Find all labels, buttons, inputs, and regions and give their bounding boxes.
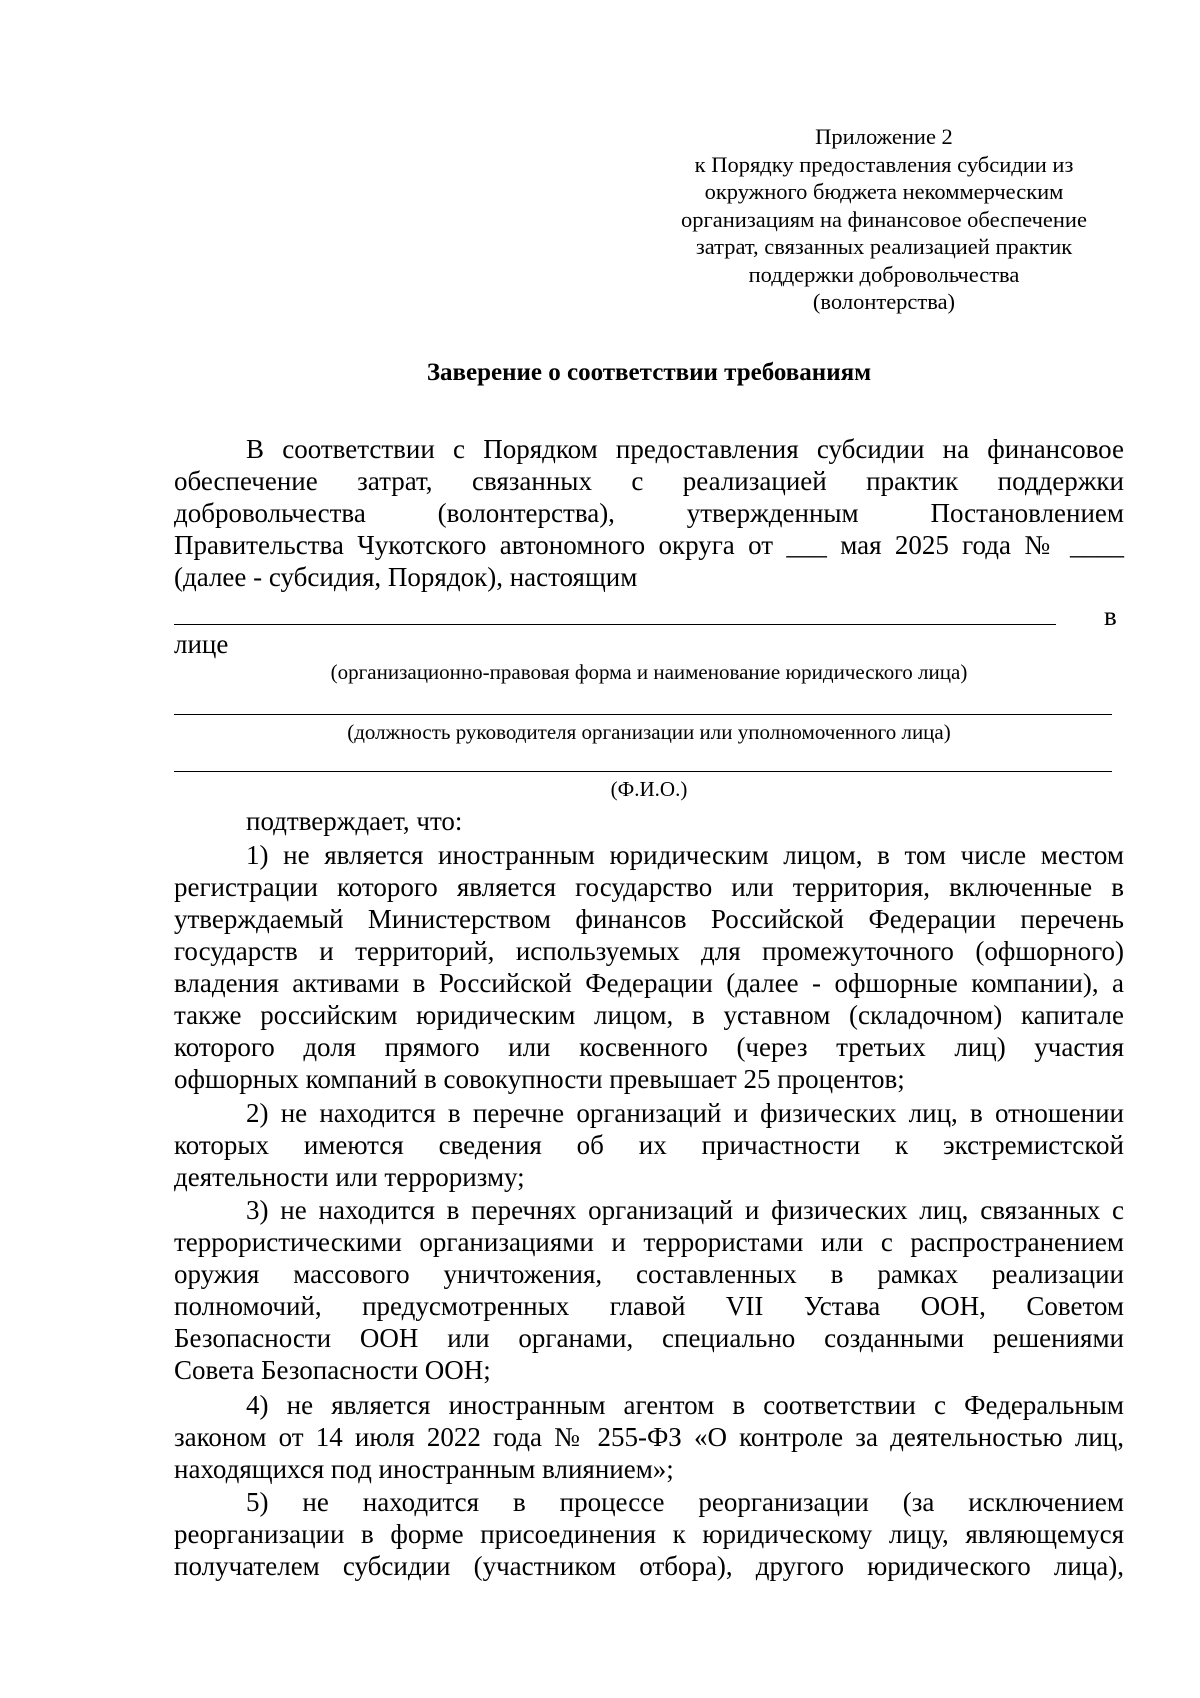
item-1-line: утверждаемый Министерством финансов Российской Федерации перечень [174, 904, 1124, 934]
appendix-line: организациям на финансовое обеспечение [681, 206, 1087, 232]
item-1-line: которого доля прямого или косвенного (через третьих лиц) участия [174, 1032, 1124, 1062]
fio-blank-line [174, 771, 1112, 772]
v-word: в [1104, 601, 1117, 631]
item-2-line: 2) не находится в перечне организаций и физических лиц, в отношении [246, 1098, 1124, 1128]
fio-caption: (Ф.И.О.) [610, 777, 688, 801]
appendix-block [660, 123, 1108, 316]
item-3-line: Безопасности ООН или органами, специально созданными решениями [174, 1323, 1124, 1353]
intro-line: Правительства Чукотского автономного округа от ___ мая 2025 года № ____ [174, 530, 1124, 560]
appendix-line: затрат, связанных реализацией практик [695, 234, 1073, 259]
position-blank-line [174, 714, 1112, 715]
item-1-line: регистрации которого является государство или территория, включенные в [174, 872, 1124, 902]
lico-word: лице [174, 629, 229, 659]
appendix-line: (волонтерства) [812, 289, 956, 314]
appendix-line: окружного бюджета некоммерческим [704, 179, 1064, 204]
item-3-line: 3) не находится в перечнях организаций и физических лиц, связанных с [246, 1195, 1124, 1225]
intro-line: добровольчества (волонтерства), утвержденным Постановлением [174, 498, 1124, 528]
org-name-blank-line [174, 624, 1056, 625]
intro-line: (далее - субсидия, Порядок), настоящим [174, 562, 638, 592]
item-3-line: террористическими организациями и террористами или с распространением [174, 1227, 1124, 1257]
item-3-line: Совета Безопасности ООН; [174, 1355, 491, 1385]
org-caption: (организационно-правовая форма и наименование юридического лица) [330, 660, 968, 684]
item-1-line: также российским юридическим лицом, в уставном (складочном) капитале [174, 1000, 1124, 1030]
item-4-line: находящихся под иностранным влиянием»; [174, 1454, 674, 1484]
item-4-line: 4) не является иностранным агентом в соответствии с Федеральным [246, 1390, 1124, 1420]
appendix-line: поддержки добровольчества [748, 261, 1020, 287]
appendix-line: Приложение 2 [815, 124, 953, 149]
item-5-line: реорганизации в форме присоединения к юридическому лицу, являющемуся [174, 1519, 1124, 1549]
item-3-line: полномочий, предусмотренных главой VII Устава ООН, Советом [174, 1291, 1124, 1321]
item-5-line: 5) не находится в процессе реорганизации (за исключением [246, 1487, 1124, 1517]
appendix-line: к Порядку предоставления субсидии из [694, 151, 1074, 177]
item-1-line: владения активами в Российской Федерации (далее - офшорные компании), а [174, 968, 1124, 998]
item-1-line: 1) не является иностранным юридическим лицом, в том числе местом [246, 840, 1124, 870]
position-caption: (должность руководителя организации или уполномоченного лица) [347, 720, 951, 744]
item-5-line: получателем субсидии (участником отбора), другого юридического лица), [174, 1551, 1124, 1581]
item-3-line: оружия массового уничтожения, составленных в рамках реализации [174, 1259, 1124, 1289]
item-2-line: которых имеются сведения об их причастности к экстремистской [174, 1130, 1124, 1160]
item-4-line: законом от 14 июля 2022 года № 255-ФЗ «О контроле за деятельностью лиц, [174, 1422, 1124, 1452]
item-1-line: государств и территорий, используемых для промежуточного (офшорного) [174, 936, 1124, 966]
intro-line: В соответствии с Порядком предоставления субсидии на финансовое [246, 434, 1124, 464]
confirms-line: подтверждает, что: [246, 806, 463, 836]
item-1-line: офшорных компаний в совокупности превышает 25 процентов; [174, 1064, 905, 1094]
document-title: Заверение о соответствии требованиям [426, 359, 872, 386]
intro-line: обеспечение затрат, связанных с реализацией практик поддержки [174, 466, 1124, 496]
item-2-line: деятельности или терроризму; [174, 1162, 525, 1192]
